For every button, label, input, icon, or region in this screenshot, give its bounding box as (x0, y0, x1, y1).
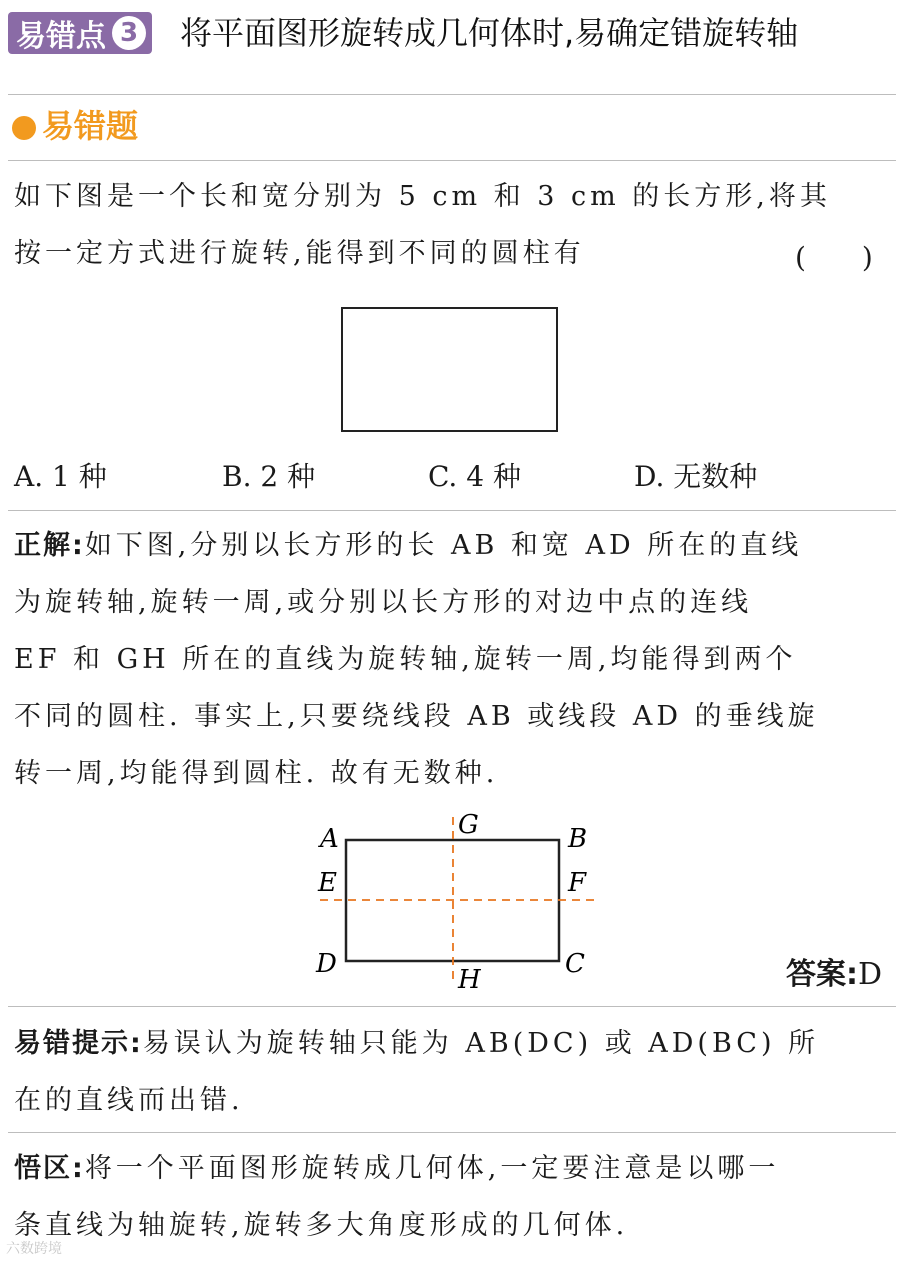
vertex-d: D (316, 949, 337, 979)
point-f: F (568, 868, 587, 898)
divider (8, 1132, 896, 1133)
option-b: B. 2 种 (222, 460, 316, 493)
insight-label: 悟区: (14, 1153, 85, 1184)
answer-label: 答案: (786, 957, 858, 992)
watermark: 六数跨境 (6, 1241, 62, 1257)
insight-line-1 (14, 1140, 894, 1197)
section-label: 易错题 (42, 107, 139, 145)
answer-value: D (858, 957, 883, 992)
divider (8, 160, 896, 161)
bullet-dot-icon (12, 116, 36, 140)
option-d: D. 无数种 (634, 460, 758, 493)
hint-label: 易错提示: (14, 1028, 143, 1059)
rectangle-figure (341, 307, 558, 432)
error-point-badge (8, 12, 152, 54)
solution-line-4: 不同的圆柱. 事实上,只要绕线段 AB 或线段 AD 的垂线旋 (14, 701, 819, 732)
divider (8, 1006, 896, 1007)
solution-line-5: 转一周,均能得到圆柱. 故有无数种. (14, 758, 499, 789)
hint-line-2: 在的直线而出错. (14, 1085, 244, 1116)
option-a: A. 1 种 (14, 460, 107, 493)
question-line-1: 如下图是一个长和宽分别为 5 cm 和 3 cm 的长方形,将其 (14, 181, 831, 212)
badge-text: 易错点 (16, 19, 106, 54)
point-g: G (458, 810, 479, 840)
solution-label: 正解: (14, 530, 85, 561)
option-c: C. 4 种 (428, 460, 521, 493)
point-h: H (458, 965, 481, 995)
page-title: 将平面图形旋转成几何体时,易确定错旋转轴 (180, 14, 799, 52)
solution-line-1 (14, 517, 894, 574)
insight-line-2: 条直线为轴旋转,旋转多大角度形成的几何体. (14, 1210, 629, 1241)
divider (8, 510, 896, 511)
solution-line-2: 为旋转轴,旋转一周,或分别以长方形的对边中点的连线 (14, 587, 753, 618)
vertex-b: B (568, 824, 588, 854)
solution-text-1: 如下图,分别以长方形的长 AB 和宽 AD 所在的直线 (84, 530, 803, 561)
vertex-a: A (320, 824, 339, 854)
answer-blank: ( ) (795, 241, 873, 274)
hint-text-1: 易误认为旋转轴只能为 AB(DC) 或 AD(BC) 所 (142, 1028, 820, 1059)
divider (8, 94, 896, 95)
vertex-c: C (565, 949, 585, 979)
solution-line-3: EF 和 GH 所在的直线为旋转轴,旋转一周,均能得到两个 (14, 644, 797, 675)
point-e: E (318, 868, 337, 898)
question-line-2: 按一定方式进行旋转,能得到不同的圆柱有 (14, 238, 585, 269)
rotation-axes-figure (300, 805, 620, 1005)
insight-text-1: 将一个平面图形旋转成几何体,一定要注意是以哪一 (84, 1153, 780, 1184)
hint-line-1 (14, 1015, 894, 1072)
answer (786, 950, 882, 1000)
badge-number: 3 (112, 16, 146, 50)
